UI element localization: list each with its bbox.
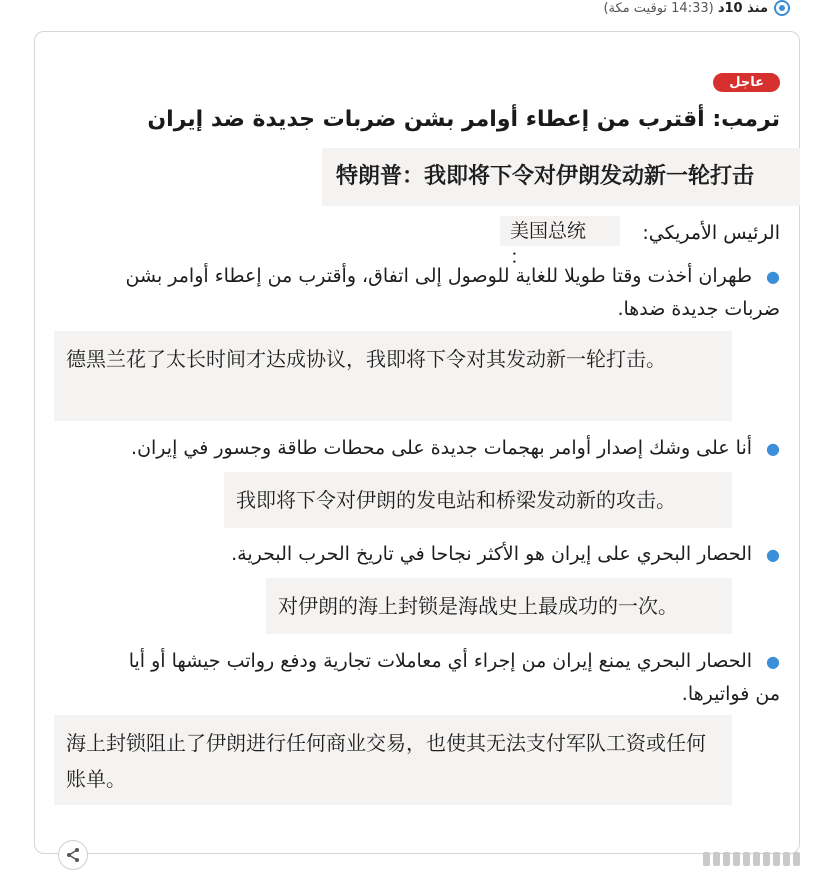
speaker-translation: 美国总统 ： (500, 216, 620, 246)
list-item (100, 260, 780, 326)
bullet-icon: ● (766, 652, 780, 671)
timestamp (603, 1, 768, 16)
list-item (100, 432, 780, 465)
headline-translation: 特朗普：我即将下令对伊朗发动新一轮打击 (322, 148, 800, 206)
bullet-icon: ● (766, 439, 780, 458)
speaker-arabic: الرئيس الأمريكي: (642, 222, 780, 244)
list-item-translation: 对伊朗的海上封锁是海战史上最成功的一次。 (266, 578, 732, 634)
bullet-icon: ● (766, 545, 780, 564)
bullet-icon: ● (766, 267, 780, 286)
list-item-translation: 海上封锁阻止了伊朗进行任何商业交易，也使其无法支付军队工资或任何账单。 (54, 715, 732, 805)
share-button[interactable] (58, 840, 88, 870)
list-item-text: الحصار البحري على إيران هو الأكثر نجاحا في تاريخ الحرب البحرية. (231, 543, 753, 565)
list-item (100, 538, 780, 571)
watermark (703, 852, 800, 866)
breaking-badge: عاجل (713, 73, 780, 92)
share-icon (65, 847, 81, 863)
list-item-translation: 德黑兰花了太长时间才达成协议，我即将下令对其发动新一轮打击。 (54, 331, 732, 421)
list-item-text: أنا على وشك إصدار أوامر بهجمات جديدة على محطات طاقة وجسور في إيران. (131, 437, 753, 459)
headline-arabic: ترمب: أقترب من إعطاء أوامر بشن ضربات جديدة ضد إيران (147, 107, 780, 132)
list-item-text: الحصار البحري يمنع إيران من إجراء أي معاملات تجارية ودفع رواتب جيشها أو أيا من فواتيرها. (128, 650, 780, 705)
timestamp-ago: منذ 10د (717, 1, 768, 16)
timestamp-time: (14:33 توقيت مكة) (603, 1, 714, 16)
list-item-translation: 我即将下令对伊朗的发电站和桥梁发动新的攻击。 (224, 472, 732, 528)
list-item (100, 645, 780, 711)
list-item-text: طهران أخذت وقتا طويلا للغاية للوصول إلى اتفاق، وأقترب من إعطاء أوامر بشن ضربات جديدة ضدها. (125, 265, 780, 320)
timeline-dot-icon (774, 0, 790, 16)
